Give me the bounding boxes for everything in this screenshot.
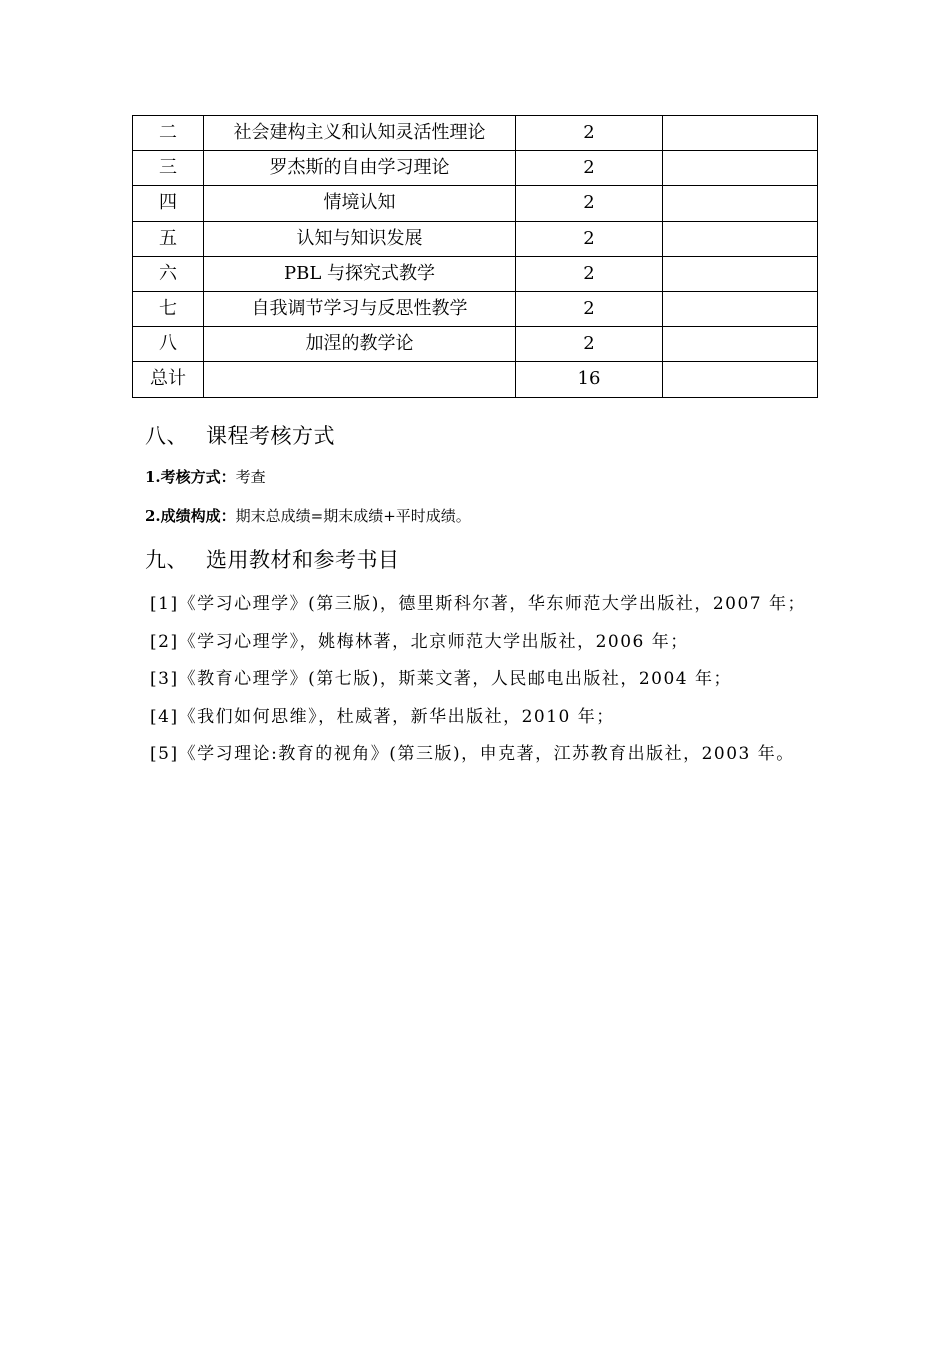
row-note	[663, 362, 818, 397]
row-number: 六	[133, 256, 204, 291]
reference-item: [4]《我们如何思维》，杜威著，新华出版社，2010 年；	[150, 707, 615, 727]
row-hours: 2	[516, 256, 663, 291]
assessment-method-label: 1.考核方式：	[145, 468, 236, 486]
row-topic: 加涅的教学论	[204, 327, 516, 362]
row-topic: 罗杰斯的自由学习理论	[204, 151, 516, 186]
row-note	[663, 116, 818, 151]
reference-item: [2]《学习心理学》，姚梅林著，北京师范大学出版社，2006 年；	[150, 632, 689, 652]
row-note	[663, 256, 818, 291]
table-row	[133, 116, 818, 151]
row-note	[663, 291, 818, 326]
row-topic: 自我调节学习与反思性教学	[204, 291, 516, 326]
section-title: 选用教材和参考书目	[206, 548, 400, 572]
schedule-table	[132, 115, 818, 398]
row-topic: 社会建构主义和认知灵活性理论	[204, 116, 516, 151]
reference-item: [3]《教育心理学》(第七版)，斯莱文著，人民邮电出版社，2004 年；	[150, 669, 733, 689]
grade-composition-label: 2.成绩构成：	[145, 507, 236, 525]
table-row	[133, 221, 818, 256]
table-row	[133, 256, 818, 291]
row-hours: 2	[516, 151, 663, 186]
assessment-method-line	[145, 466, 266, 487]
total-label: 总计	[133, 362, 204, 397]
row-note	[663, 221, 818, 256]
section-title: 课程考核方式	[206, 424, 335, 448]
row-hours: 2	[516, 186, 663, 221]
row-note	[663, 186, 818, 221]
row-hours: 2	[516, 291, 663, 326]
row-note	[663, 151, 818, 186]
table-row	[133, 151, 818, 186]
row-number: 四	[133, 186, 204, 221]
row-number: 八	[133, 327, 204, 362]
table-row	[133, 186, 818, 221]
section-number: 九、	[145, 548, 188, 572]
table-row	[133, 327, 818, 362]
row-hours: 2	[516, 221, 663, 256]
row-topic: PBL 与探究式教学	[204, 256, 516, 291]
total-hours: 16	[516, 362, 663, 397]
row-number: 二	[133, 116, 204, 151]
row-number: 七	[133, 291, 204, 326]
grade-composition-value: 期末总成绩=期末成绩+平时成绩。	[235, 507, 471, 525]
row-number: 三	[133, 151, 204, 186]
section-heading-textbooks	[145, 544, 400, 574]
row-topic: 认知与知识发展	[204, 221, 516, 256]
row-note	[663, 327, 818, 362]
reference-item: [5]《学习理论:教育的视角》(第三版)，申克著，江苏教育出版社，2003 年。	[150, 744, 795, 764]
row-hours: 2	[516, 116, 663, 151]
reference-item: [1]《学习心理学》(第三版)，德里斯科尔著，华东师范大学出版社，2007 年；	[150, 594, 807, 614]
grade-composition-line	[145, 505, 471, 526]
assessment-method-value: 考查	[235, 468, 266, 486]
table-row	[133, 291, 818, 326]
row-topic: 情境认知	[204, 186, 516, 221]
section-heading-assessment	[145, 420, 335, 450]
row-topic	[204, 362, 516, 397]
row-hours: 2	[516, 327, 663, 362]
table-row-total	[133, 362, 818, 397]
row-number: 五	[133, 221, 204, 256]
section-number: 八、	[145, 424, 188, 448]
